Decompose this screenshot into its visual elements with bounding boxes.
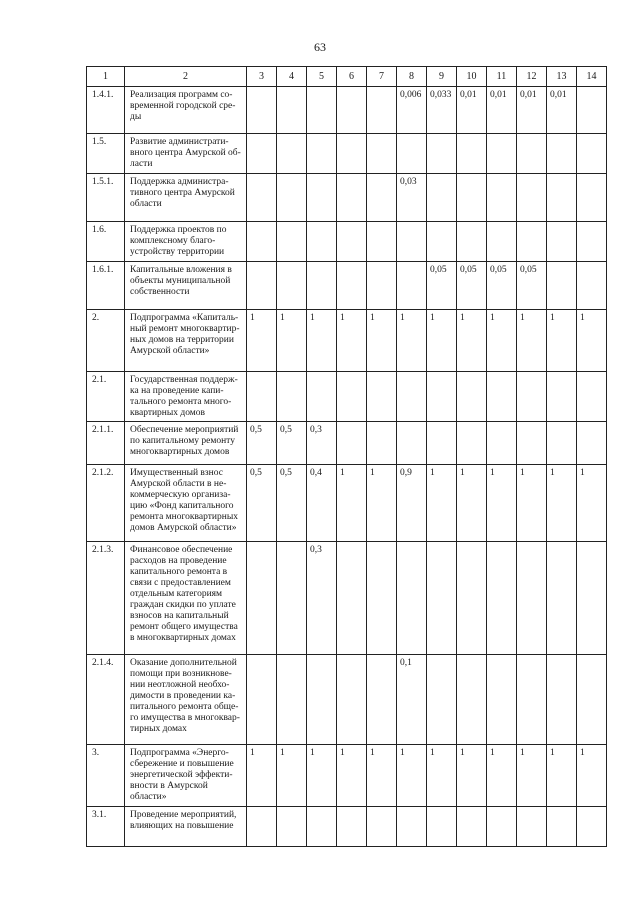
value-cell: 1 — [307, 310, 337, 372]
value-cell — [247, 174, 277, 222]
value-cell: 1 — [367, 465, 397, 542]
value-cell — [247, 87, 277, 134]
row-description: Реализация программ со-временной городской сре-ды — [125, 87, 247, 134]
value-cell: 1 — [457, 310, 487, 372]
value-cell — [547, 222, 577, 262]
value-cell — [307, 87, 337, 134]
row-description: Имущественный взнос Амурской области в не-коммерческую организа-цию «Фонд капитального ремонта многоквартирных домов Амурской области» — [125, 465, 247, 542]
value-cell — [457, 807, 487, 847]
value-cell — [337, 655, 367, 745]
header-cell: 10 — [457, 67, 487, 87]
value-cell: 0,033 — [427, 87, 457, 134]
value-cell — [307, 262, 337, 310]
value-cell: 0,006 — [397, 87, 427, 134]
value-cell: 0,01 — [547, 87, 577, 134]
value-cell — [487, 422, 517, 465]
value-cell — [367, 134, 397, 174]
value-cell — [367, 655, 397, 745]
value-cell — [517, 372, 547, 422]
value-cell: 1 — [457, 465, 487, 542]
value-cell — [337, 174, 367, 222]
table-row — [87, 174, 607, 222]
table-row — [87, 262, 607, 310]
value-cell: 1 — [277, 310, 307, 372]
value-cell: 1 — [577, 745, 607, 807]
value-cell — [247, 134, 277, 174]
row-description: Развитие администрати-вного центра Амурской об-ласти — [125, 134, 247, 174]
value-cell — [577, 372, 607, 422]
value-cell — [397, 807, 427, 847]
value-cell: 0,05 — [457, 262, 487, 310]
header-cell: 1 — [87, 67, 125, 87]
value-cell: 0,03 — [397, 174, 427, 222]
value-cell — [337, 134, 367, 174]
table-row — [87, 655, 607, 745]
value-cell: 0,05 — [487, 262, 517, 310]
value-cell: 0,01 — [457, 87, 487, 134]
value-cell: 0,5 — [277, 465, 307, 542]
header-cell: 6 — [337, 67, 367, 87]
value-cell — [547, 655, 577, 745]
table-row — [87, 465, 607, 542]
value-cell — [397, 134, 427, 174]
value-cell: 1 — [517, 310, 547, 372]
value-cell — [427, 807, 457, 847]
row-description: Поддержка проектов по комплексному благо-устройству территории — [125, 222, 247, 262]
table-row — [87, 372, 607, 422]
value-cell: 1 — [337, 310, 367, 372]
value-cell — [487, 807, 517, 847]
value-cell — [247, 262, 277, 310]
value-cell — [337, 422, 367, 465]
value-cell: 0,9 — [397, 465, 427, 542]
header-cell: 13 — [547, 67, 577, 87]
value-cell — [427, 372, 457, 422]
value-cell — [337, 542, 367, 655]
value-cell — [427, 655, 457, 745]
row-code: 2.1.2. — [87, 465, 125, 542]
value-cell — [577, 542, 607, 655]
value-cell — [307, 134, 337, 174]
value-cell: 1 — [547, 745, 577, 807]
value-cell — [577, 655, 607, 745]
value-cell — [517, 422, 547, 465]
value-cell — [367, 542, 397, 655]
row-code: 1.6. — [87, 222, 125, 262]
value-cell — [577, 422, 607, 465]
row-description: Обеспечение мероприятий по капитальному ремонту многоквартирных домов — [125, 422, 247, 465]
value-cell: 0,01 — [517, 87, 547, 134]
value-cell: 1 — [487, 310, 517, 372]
value-cell: 1 — [427, 745, 457, 807]
value-cell — [517, 222, 547, 262]
value-cell — [277, 372, 307, 422]
value-cell — [457, 372, 487, 422]
value-cell — [577, 807, 607, 847]
value-cell — [247, 542, 277, 655]
value-cell: 0,4 — [307, 465, 337, 542]
table-row — [87, 542, 607, 655]
value-cell: 1 — [487, 465, 517, 542]
value-cell — [577, 174, 607, 222]
value-cell — [547, 134, 577, 174]
value-cell — [427, 134, 457, 174]
header-cell: 5 — [307, 67, 337, 87]
value-cell: 0,3 — [307, 542, 337, 655]
row-description: Оказание дополнительной помощи при возникнове-нии неотложной необхо-димости в проведении ка-питального ремонта обще-го имущества в многоквар-тирных домах — [125, 655, 247, 745]
value-cell — [367, 372, 397, 422]
value-cell — [277, 262, 307, 310]
value-cell: 0,1 — [397, 655, 427, 745]
value-cell — [307, 807, 337, 847]
value-cell: 1 — [577, 310, 607, 372]
value-cell: 1 — [517, 745, 547, 807]
row-code: 2.1.1. — [87, 422, 125, 465]
value-cell — [547, 174, 577, 222]
header-cell: 8 — [397, 67, 427, 87]
value-cell — [277, 134, 307, 174]
value-cell — [337, 87, 367, 134]
value-cell — [247, 807, 277, 847]
value-cell — [487, 542, 517, 655]
header-cell: 11 — [487, 67, 517, 87]
table-body — [87, 87, 607, 847]
value-cell — [457, 134, 487, 174]
row-description: Государственная поддерж-ка на проведение капи-тального ремонта много-квартирных домов — [125, 372, 247, 422]
value-cell — [307, 174, 337, 222]
value-cell — [547, 807, 577, 847]
value-cell: 0,5 — [247, 422, 277, 465]
row-code: 2.1.4. — [87, 655, 125, 745]
value-cell — [307, 372, 337, 422]
value-cell — [427, 222, 457, 262]
value-cell — [367, 262, 397, 310]
value-cell — [577, 87, 607, 134]
value-cell: 1 — [427, 465, 457, 542]
header-cell: 7 — [367, 67, 397, 87]
header-row — [87, 67, 607, 87]
value-cell — [487, 134, 517, 174]
header-cell: 12 — [517, 67, 547, 87]
row-code: 1.4.1. — [87, 87, 125, 134]
table-row — [87, 745, 607, 807]
row-description: Подпрограмма «Капиталь-ный ремонт многоквартир-ных домов на территории Амурской области» — [125, 310, 247, 372]
value-cell — [367, 87, 397, 134]
table-row — [87, 807, 607, 847]
value-cell: 1 — [397, 745, 427, 807]
indicator-table — [86, 66, 607, 847]
value-cell — [427, 542, 457, 655]
value-cell — [277, 222, 307, 262]
value-cell: 1 — [517, 465, 547, 542]
value-cell: 1 — [457, 745, 487, 807]
value-cell — [487, 372, 517, 422]
value-cell — [367, 422, 397, 465]
row-code: 2. — [87, 310, 125, 372]
value-cell — [277, 807, 307, 847]
value-cell — [337, 807, 367, 847]
value-cell — [457, 655, 487, 745]
value-cell — [247, 655, 277, 745]
value-cell — [517, 134, 547, 174]
row-code: 2.1. — [87, 372, 125, 422]
value-cell — [427, 422, 457, 465]
value-cell: 1 — [247, 745, 277, 807]
value-cell — [337, 222, 367, 262]
value-cell — [487, 174, 517, 222]
value-cell — [457, 174, 487, 222]
value-cell: 1 — [367, 745, 397, 807]
page-number: 63 — [314, 40, 326, 54]
value-cell: 0,01 — [487, 87, 517, 134]
value-cell — [487, 222, 517, 262]
value-cell — [577, 262, 607, 310]
value-cell — [577, 134, 607, 174]
table-row — [87, 87, 607, 134]
value-cell — [277, 655, 307, 745]
value-cell — [547, 372, 577, 422]
value-cell: 1 — [397, 310, 427, 372]
value-cell: 1 — [547, 465, 577, 542]
value-cell — [487, 655, 517, 745]
value-cell — [277, 87, 307, 134]
value-cell — [397, 372, 427, 422]
value-cell — [517, 655, 547, 745]
header-cell: 14 — [577, 67, 607, 87]
value-cell — [247, 372, 277, 422]
value-cell — [517, 807, 547, 847]
value-cell — [337, 372, 367, 422]
value-cell — [397, 422, 427, 465]
value-cell: 0,5 — [247, 465, 277, 542]
value-cell — [457, 222, 487, 262]
value-cell — [307, 655, 337, 745]
row-description: Поддержка администра-тивного центра Амурской области — [125, 174, 247, 222]
value-cell — [277, 542, 307, 655]
value-cell — [367, 807, 397, 847]
value-cell — [547, 542, 577, 655]
value-cell — [397, 262, 427, 310]
value-cell — [307, 222, 337, 262]
table-row — [87, 134, 607, 174]
value-cell: 1 — [337, 465, 367, 542]
value-cell: 1 — [247, 310, 277, 372]
value-cell — [517, 174, 547, 222]
value-cell: 1 — [367, 310, 397, 372]
row-description: Финансовое обеспечение расходов на проведение капитального ремонта в связи с предоставлением отдельным категориям граждан скидки по уплате взносов на капитальный ремонт общего имущества в многоквартирных домах — [125, 542, 247, 655]
value-cell — [337, 262, 367, 310]
value-cell: 0,05 — [517, 262, 547, 310]
header-cell: 9 — [427, 67, 457, 87]
value-cell: 1 — [577, 465, 607, 542]
row-code: 2.1.3. — [87, 542, 125, 655]
value-cell — [397, 542, 427, 655]
header-cell: 2 — [125, 67, 247, 87]
table-row — [87, 310, 607, 372]
value-cell — [367, 222, 397, 262]
table-row — [87, 222, 607, 262]
row-description: Подпрограмма «Энерго-сбережение и повышение энергетической эффекти-вности в Амурской области» — [125, 745, 247, 807]
table-row — [87, 422, 607, 465]
value-cell: 1 — [277, 745, 307, 807]
row-code: 3. — [87, 745, 125, 807]
value-cell — [577, 222, 607, 262]
value-cell: 0,3 — [307, 422, 337, 465]
value-cell — [457, 542, 487, 655]
value-cell — [517, 542, 547, 655]
row-code: 3.1. — [87, 807, 125, 847]
value-cell — [397, 222, 427, 262]
value-cell: 0,05 — [427, 262, 457, 310]
value-cell: 1 — [487, 745, 517, 807]
value-cell — [547, 422, 577, 465]
value-cell — [367, 174, 397, 222]
value-cell — [457, 422, 487, 465]
value-cell: 1 — [427, 310, 457, 372]
value-cell — [277, 174, 307, 222]
header-cell: 4 — [277, 67, 307, 87]
row-description: Капитальные вложения в объекты муниципальной собственности — [125, 262, 247, 310]
row-code: 1.5. — [87, 134, 125, 174]
value-cell: 1 — [547, 310, 577, 372]
value-cell: 1 — [307, 745, 337, 807]
row-code: 1.5.1. — [87, 174, 125, 222]
row-code: 1.6.1. — [87, 262, 125, 310]
row-description: Проведение мероприятий, влияющих на повышение — [125, 807, 247, 847]
header-cell: 3 — [247, 67, 277, 87]
value-cell — [427, 174, 457, 222]
value-cell — [247, 222, 277, 262]
value-cell: 0,5 — [277, 422, 307, 465]
value-cell — [547, 262, 577, 310]
value-cell: 1 — [337, 745, 367, 807]
